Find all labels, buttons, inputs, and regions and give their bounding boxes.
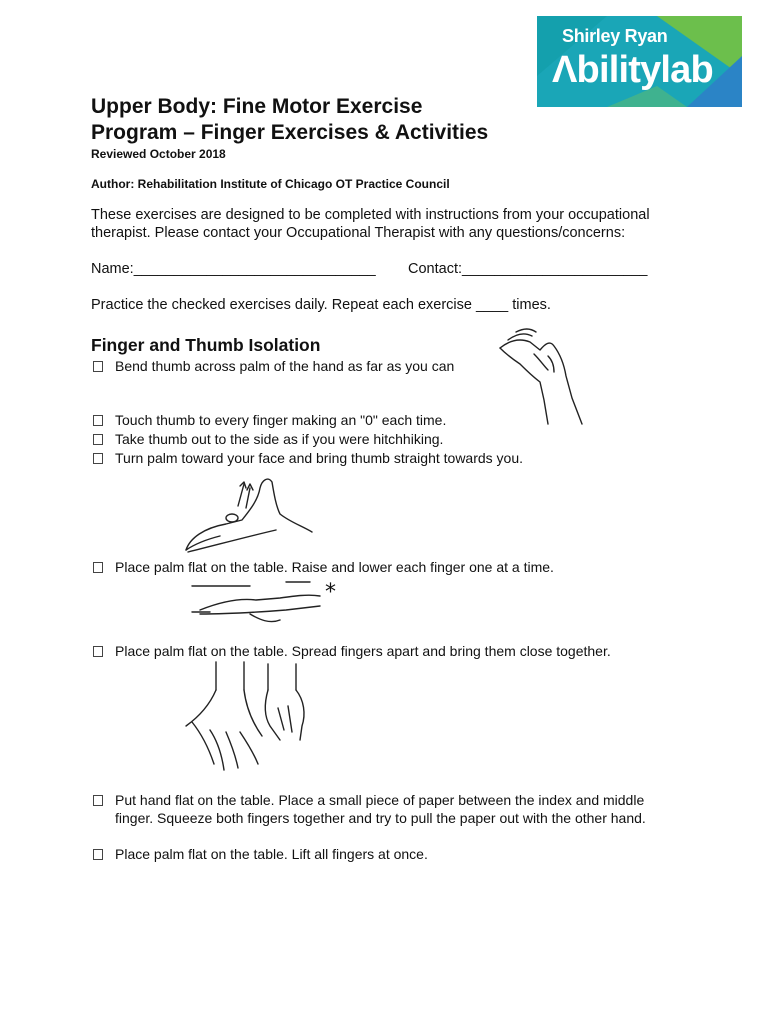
exercise-text: Turn palm toward your face and bring thumb straight towards you. [115,450,524,466]
thumb-bend-hand-illustration [490,320,590,430]
checkbox[interactable] [93,849,103,860]
reviewed-date: Reviewed October 2018 [91,147,226,161]
exercise-item [91,411,446,429]
checkbox[interactable] [93,361,103,372]
exercise-item [91,430,443,448]
exercise-text: Place palm flat on the table. Spread fingers apart and bring them close together. [115,643,611,659]
raise-finger-illustration [190,580,340,630]
exercise-item [91,791,665,827]
document-title-line2: Program – Finger Exercises & Activities [91,121,489,144]
checkbox[interactable] [93,453,103,464]
logo-line2: Λbilitylab [552,49,713,91]
asterisk-mark: * [325,580,336,605]
thumb-toward-face-illustration [180,470,320,555]
checkbox[interactable] [93,415,103,426]
exercise-item [91,449,523,467]
checkbox[interactable] [93,562,103,573]
intro-line2: therapist. Please contact your Occupational Therapist with any questions/concerns: [91,225,626,241]
author-line: Author: Rehabilitation Institute of Chicago OT Practice Council [91,177,450,191]
section-heading: Finger and Thumb Isolation [91,335,321,355]
practice-instruction: Practice the checked exercises daily. Repeat each exercise ____ times. [91,297,551,313]
checkbox[interactable] [93,646,103,657]
exercise-item [91,558,554,576]
exercise-text: Take thumb out to the side as if you were hitchhiking. [115,431,444,447]
checkbox[interactable] [93,795,103,806]
exercise-text: Put hand flat on the table. Place a small piece of paper between the index and middle finger. Squeeze both fingers together and try to pull the paper out with the other hand. [115,792,646,826]
spread-fingers-illustration [180,660,320,775]
exercise-item [91,357,454,375]
exercise-item [91,845,428,863]
contact-field: Contact:_______________________ [408,261,648,277]
intro-line1: These exercises are designed to be completed with instructions from your occupational [91,207,650,223]
exercise-item [91,642,611,660]
checkbox[interactable] [93,434,103,445]
exercise-text: Place palm flat on the table. Lift all fingers at once. [115,846,428,862]
exercise-text: Bend thumb across palm of the hand as far as you can [115,358,455,374]
exercise-text: Place palm flat on the table. Raise and lower each finger one at a time. [115,559,554,575]
document-title-line1: Upper Body: Fine Motor Exercise [91,95,423,118]
logo-line1: Shirley Ryan [562,26,668,46]
exercise-text: Touch thumb to every finger making an "0" each time. [115,412,447,428]
name-field: Name:______________________________ [91,261,376,277]
